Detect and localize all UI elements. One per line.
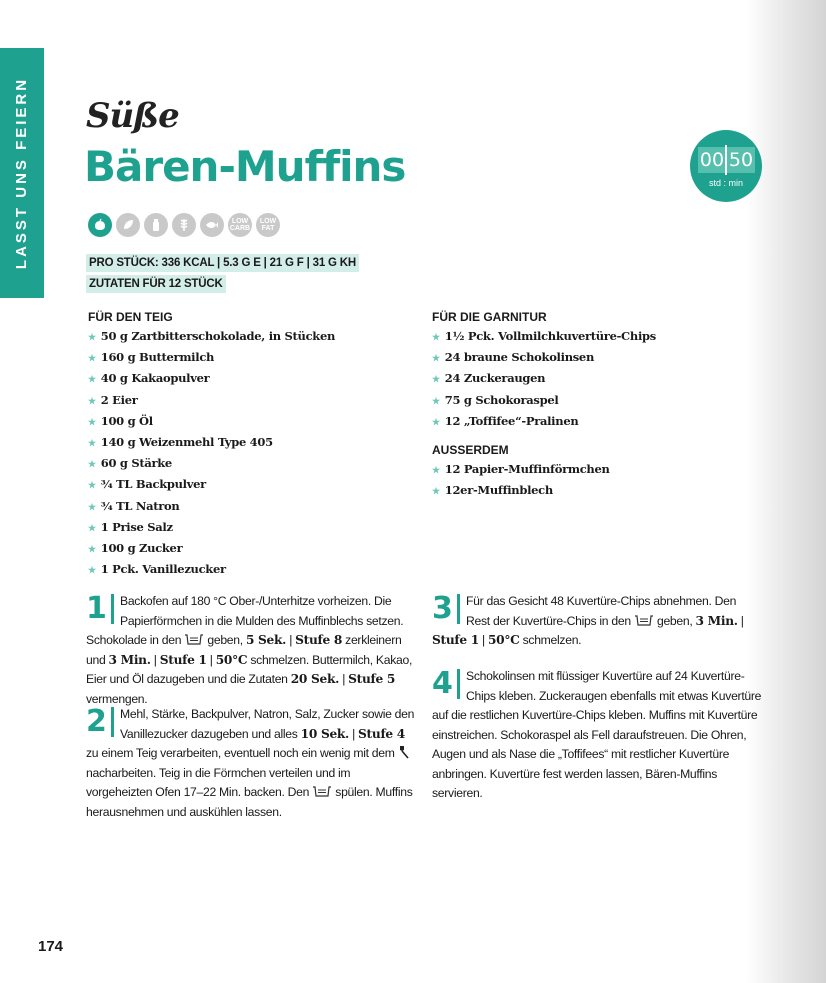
ingredient-item: ★ 12 Papier-Muffinförmchen <box>432 462 610 476</box>
star-icon: ★ <box>432 354 440 365</box>
star-icon: ★ <box>88 481 96 492</box>
mixing-bowl-icon <box>634 615 654 626</box>
ingredient-item: ★ 12er-Muffinblech <box>432 483 553 498</box>
recipe-title: Bären-Muffins <box>84 142 406 191</box>
ingredient-item: ★ 40 g Kakaopulver <box>88 371 210 386</box>
star-icon: ★ <box>88 523 96 534</box>
time-minutes: 50 <box>728 149 754 171</box>
ingredient-item: ★ 60 g Stärke <box>88 456 172 471</box>
ingredient-list <box>432 460 610 502</box>
ingredients-heading: AUSSERDEM <box>432 443 509 457</box>
step-2: 2 Mehl, Stärke, Backpulver, Natron, Salz, Zucker sowie den Vanillezucker dazugeben und alles 10 Sek. | Stufe 4 zu einem Teig verarbeiten, eventuell noch ein wenig mit dem nacharbeiten. Teig in die Förmchen verteilen und im vorgeheizten Ofen 17–22 Min. backen. Den spülen. Muffins herausnehmen und auskühlen lassen. <box>86 704 415 819</box>
ingredient-item: ★ 140 g Weizenmehl Type 405 <box>88 435 273 450</box>
star-icon: ★ <box>432 487 440 498</box>
step-1: 1 Backofen auf 180 °C Ober-/Unterhitze vorheizen. Die Papierförmchen in die Mulden des Muffinblechs setzen. Schokolade in den geben, 5 Sek. | Stufe 8 zerkleinern und 3 Min. | Stufe 1 | 50°C schmelzen. Buttermilch, Kakao, Eier und Öl dazugeben und die Zutaten 20 Sek. | Stufe 5 vermengen. <box>86 591 413 706</box>
step-number: 1 <box>86 592 116 626</box>
star-icon: ★ <box>88 396 96 407</box>
ingredients-heading: FÜR DEN TEIG <box>88 310 173 324</box>
star-icon: ★ <box>432 375 440 386</box>
ingredient-item: ★ 1 Prise Salz <box>88 519 173 534</box>
mixing-bowl-icon <box>184 634 204 645</box>
grain-icon <box>172 213 196 237</box>
step-number: 3 <box>432 592 462 626</box>
step-number: 2 <box>86 705 116 739</box>
mixing-bowl-icon <box>312 786 332 797</box>
ingredient-item: ★ 2 Eier <box>88 392 138 407</box>
star-icon: ★ <box>88 545 96 556</box>
spatula-icon <box>398 745 410 759</box>
ingredient-item: ★ 1 Pck. Vanillezucker <box>88 562 226 577</box>
chapter-tab-label: LASST UNS FEIERN <box>13 76 30 270</box>
vegetarian-icon <box>88 213 112 237</box>
star-icon: ★ <box>432 466 440 476</box>
ingredient-list <box>88 327 335 581</box>
fish-icon <box>200 213 224 237</box>
step-4: 4 Schokolinsen mit flüssiger Kuvertüre auf 24 Kuvertüre-Chips kleben. Zuckeraugen ebenfalls mit etwas Kuvertüre auf die restlichen Kuvertüre-Chips kleben. Muffins mit Kuvertüre einstreichen. Schokoraspel als Fell daraufstreuen. Die Ohren, Augen und als Nase die „Toffifees“ mit restlicher Kuvertüre anbringen. Kuvertüre fest werden lassen, Bären-Muffins servieren. <box>432 666 762 800</box>
ingredient-item: ★ 50 g Zartbitterschokolade, in Stücken <box>88 329 336 343</box>
time-hours: 00 <box>699 149 725 171</box>
low-carb-icon: LOW CARB <box>228 213 252 237</box>
step-3: 3 Für das Gesicht 48 Kuvertüre-Chips abnehmen. Den Rest der Kuvertüre-Chips in den geben, 3 Min. | Stufe 1 | 50°C schmelzen. <box>432 591 744 647</box>
title-prefix: Süße <box>86 96 179 136</box>
star-icon: ★ <box>88 333 96 343</box>
ingredient-item: ★ ¾ TL Natron <box>88 498 180 513</box>
ingredient-item: ★ 75 g Schokoraspel <box>432 392 559 407</box>
ingredient-list <box>432 327 656 433</box>
step-number: 4 <box>432 667 462 701</box>
star-icon: ★ <box>432 333 440 343</box>
ingredient-item: ★ 100 g Öl <box>88 413 153 428</box>
star-icon: ★ <box>88 417 96 428</box>
ingredient-item: ★ 24 braune Schokolinsen <box>432 350 595 365</box>
low-fat-icon: LOW FAT <box>256 213 280 237</box>
nutrition-per-piece: PRO STÜCK: 336 KCAL | 5.3 G E | 21 G F | 31 G KH <box>86 254 359 272</box>
ingredients-dough <box>88 310 335 581</box>
star-icon: ★ <box>432 417 440 428</box>
bottle-icon <box>144 213 168 237</box>
page-edge-shadow <box>746 0 826 983</box>
time-unit-label: std : min <box>708 178 743 188</box>
leaf-icon <box>116 213 140 237</box>
ingredient-item: ★ ¾ TL Backpulver <box>88 477 206 492</box>
diet-icon-row <box>88 213 280 237</box>
ingredient-item: ★ 12 „Toffifee“-Pralinen <box>432 413 579 428</box>
ingredient-item: ★ 1½ Pck. Vollmilchkuvertüre-Chips <box>432 329 656 343</box>
ingredient-item: ★ 160 g Buttermilch <box>88 350 215 365</box>
star-icon: ★ <box>88 439 96 450</box>
star-icon: ★ <box>432 396 440 407</box>
star-icon: ★ <box>88 566 96 577</box>
star-icon: ★ <box>88 354 96 365</box>
time-badge <box>690 130 762 202</box>
star-icon: ★ <box>88 375 96 386</box>
star-icon: ★ <box>88 502 96 513</box>
ingredients-extra <box>432 443 610 502</box>
star-icon: ★ <box>88 460 96 471</box>
ingredient-item: ★ 100 g Zucker <box>88 541 183 556</box>
ingredient-item: ★ 24 Zuckeraugen <box>432 371 546 386</box>
ingredients-garnish <box>432 310 656 433</box>
nutrition-info <box>86 253 359 295</box>
servings-label: ZUTATEN FÜR 12 STÜCK <box>86 275 226 293</box>
ingredients-heading: FÜR DIE GARNITUR <box>432 310 547 324</box>
page-number: 174 <box>38 938 64 955</box>
